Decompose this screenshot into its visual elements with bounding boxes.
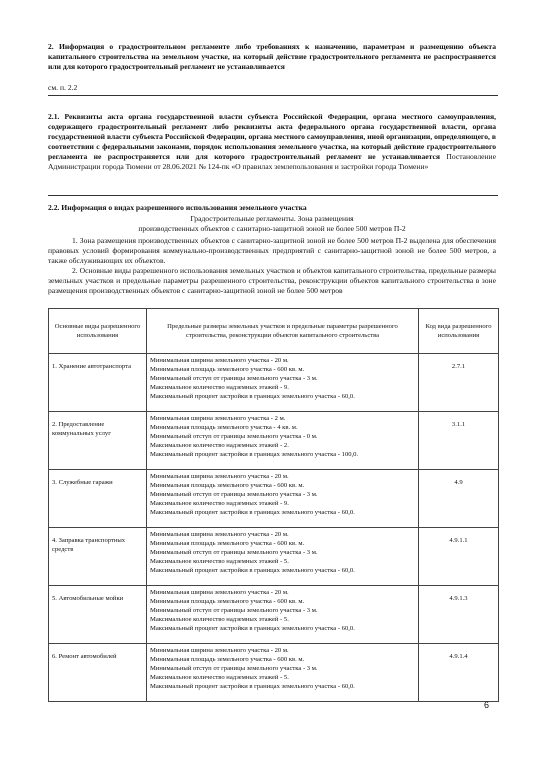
- table-row: [49, 528, 499, 586]
- use-name: 3. Служебные гаражи: [49, 470, 147, 528]
- use-params: Минимальная ширина земельного участка - 20 м. Минимальная площадь земельного участка - 600 кв. м. Минимальный отступ от границы земельного участка - 3 м. Максимальное количество надземных этажей - 9. Максимальный процент застройки в границах земельного участка - 60,0.: [147, 470, 419, 528]
- zone-title-1: Градостроительные регламенты. Зона размещения: [190, 214, 354, 223]
- col-header-code: Код вида разрешенного использования: [419, 309, 499, 354]
- use-name: 5. Автомобильные мойки: [49, 586, 147, 644]
- table-row: [49, 586, 499, 644]
- table-row: [49, 470, 499, 528]
- use-code: 4.9.1.4: [419, 644, 499, 702]
- col-header-params: Предельные размеры земельных участков и предельные параметры разрешенного строительства, реконструкции объектов капитального строительства: [147, 309, 419, 354]
- use-code: 4.9: [419, 470, 499, 528]
- use-name: 1. Хранение автотранспорта: [49, 354, 147, 412]
- section-2-1-value: Постановление Администрации города Тюмени от 28.06.2021 № 124-пк «О правилах землепользования и застройки города Тюмени»: [48, 152, 496, 171]
- section-2-1-heading: 2.1. Реквизиты акта органа государственной власти субъекта Российской Федерации, органа местного самоуправления, содержащего градостроительный регламент либо реквизиты акта федерального органа государственной власти, органа государственной власти субъекта Российской Федерации, органа местного самоуправления, иной организации, определяющего, в соответствии с федеральными законами, порядок использования земельного участка, на который действие градостроительного регламента не распространяется или для которого градостроительный регламент не устанавливается: [48, 112, 496, 161]
- table-row: [49, 412, 499, 470]
- section-2-2-heading: 2.2. Информация о видах разрешенного использования земельного участка: [48, 203, 307, 212]
- divider: [48, 95, 498, 96]
- zone-title-2: производственных объектов с санитарно-защитной зоной не более 500 метров П-2: [138, 224, 406, 233]
- section-2-heading: 2. Информация о градостроительном регламенте либо требованиях к назначению, параметрам и размещению объекта капитального строительства на земельном участке, на который действие градостроительного регламента не распространяется или для которого градостроительный регламент не устанавливается: [48, 42, 496, 71]
- use-params: Минимальная ширина земельного участка - 20 м. Минимальная площадь земельного участка - 600 кв. м. Минимальный отступ от границы земельного участка - 3 м. Максимальное количество надземных этажей - 5. Максимальный процент застройки в границах земельного участка - 60,0.: [147, 586, 419, 644]
- table-row: [49, 644, 499, 702]
- use-code: 3.1.1: [419, 412, 499, 470]
- use-params: Минимальная ширина земельного участка - 2 м. Минимальная площадь земельного участка - 4 кв. м. Минимальный отступ от границы земельного участка - 0 м. Максимальное количество надземных этажей - 2. Максимальный процент застройки в границах земельного участка - 100,0.: [147, 412, 419, 470]
- use-name: 2. Предоставление коммунальных услуг: [49, 412, 147, 470]
- col-header-types: Основные виды разрешенного использования: [49, 309, 147, 354]
- use-code: 4.9.1.1: [419, 528, 499, 586]
- use-params: Минимальная ширина земельного участка - 20 м. Минимальная площадь земельного участка - 600 кв. м. Минимальный отступ от границы земельного участка - 3 м. Максимальное количество надземных этажей - 5. Максимальный процент застройки в границах земельного участка - 60,0.: [147, 528, 419, 586]
- uses-table: [48, 308, 499, 702]
- divider: [48, 195, 498, 196]
- use-name: 6. Ремонт автомобилей: [49, 644, 147, 702]
- use-params: Минимальная ширина земельного участка - 20 м. Минимальная площадь земельного участка - 600 кв. м. Минимальный отступ от границы земельного участка - 3 м. Максимальное количество надземных этажей - 5. Максимальный процент застройки в границах земельного участка - 60,0.: [147, 644, 419, 702]
- use-code: 2.7.1: [419, 354, 499, 412]
- use-params: Минимальная ширина земельного участка - 20 м. Минимальная площадь земельного участка - 600 кв. м. Минимальный отступ от границы земельного участка - 3 м. Максимальное количество надземных этажей - 9. Максимальный процент застройки в границах земельного участка - 60,0.: [147, 354, 419, 412]
- use-code: 4.9.1.3: [419, 586, 499, 644]
- section-2-value: см. п. 2.2: [48, 83, 78, 92]
- paragraph-1: 1. Зона размещения производственных объектов с санитарно-защитной зоной не более 500 метров П-2 выделена для обеспечения правовых условий формирования коммунально-производственных предприятий с санитарно-защитной зоной не более 500 метров, а также обслуживающих их объектов.: [48, 236, 496, 265]
- section-2-1: [48, 112, 496, 172]
- use-name: 4. Заправка транспортных средств: [49, 528, 147, 586]
- paragraph-2: 2. Основные виды разрешенного использования земельных участков и объектов капитального строительства, предельные размеры земельных участков и предельные параметры разрешенного строительства, реконструкции объектов капитального строительства в зоне размещения производственных объектов с санитарно-защитной зоной не более 500 метров: [48, 266, 496, 295]
- table-row: [49, 354, 499, 412]
- page-number: 6: [484, 700, 490, 710]
